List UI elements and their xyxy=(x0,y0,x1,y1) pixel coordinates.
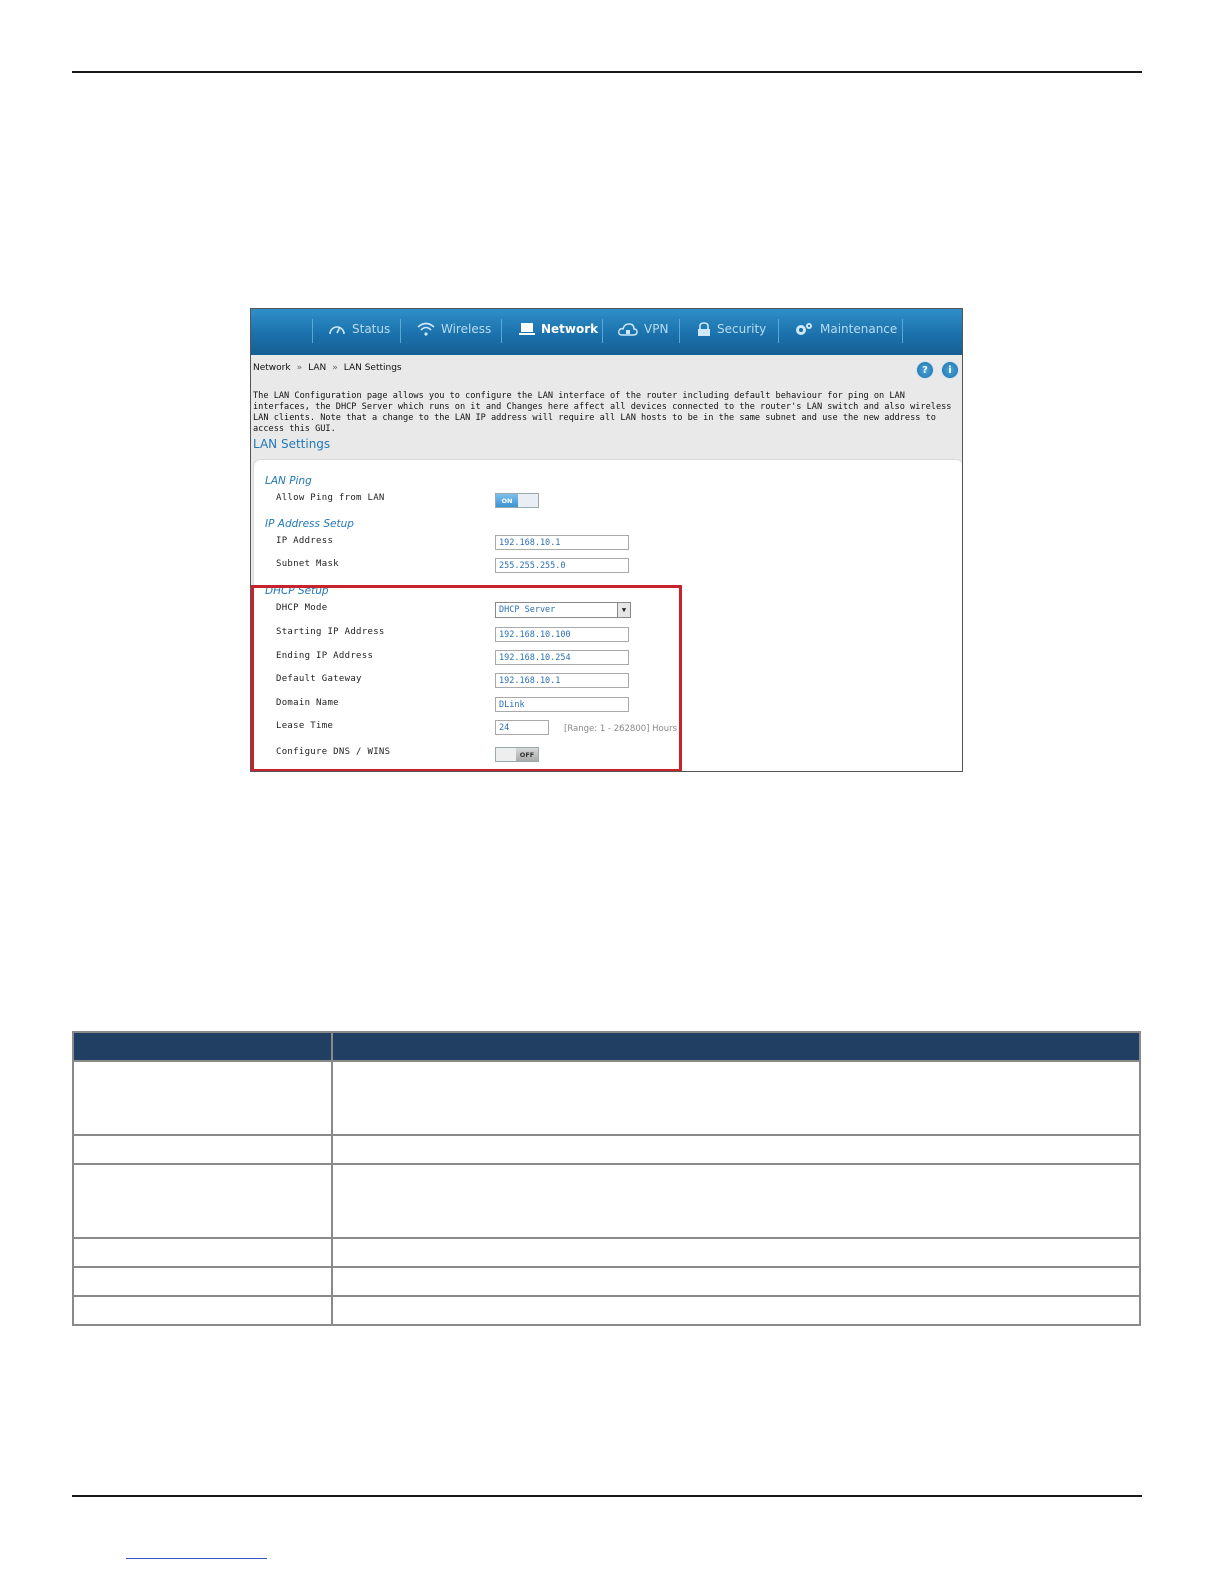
nav-wireless[interactable] xyxy=(417,309,491,349)
ip-address-label: IP Address xyxy=(276,536,334,546)
table-cell xyxy=(73,1061,332,1135)
section-title: LAN Settings xyxy=(253,437,331,451)
dhcp-highlight-box xyxy=(251,585,682,772)
lock-icon xyxy=(697,322,711,337)
table-cell xyxy=(332,1061,1140,1135)
breadcrumb-separator: » xyxy=(296,363,303,373)
table-header-cell xyxy=(332,1032,1140,1061)
wifi-icon xyxy=(417,322,435,336)
breadcrumb-network[interactable]: Network xyxy=(253,363,291,373)
table-cell xyxy=(73,1296,332,1325)
table-row xyxy=(73,1267,1140,1296)
router-screenshot xyxy=(250,308,963,772)
configure-dns-label: Configure DNS / WINS xyxy=(276,747,391,757)
nav-vpn[interactable] xyxy=(618,309,668,349)
nav-security-label: Security xyxy=(717,322,767,336)
table-cell xyxy=(332,1164,1140,1238)
table-cell xyxy=(73,1135,332,1164)
ip-address-field[interactable]: 192.168.10.1 xyxy=(495,535,629,550)
table-cell xyxy=(73,1267,332,1296)
ip-setup-title: IP Address Setup xyxy=(265,518,354,530)
table-cell xyxy=(332,1296,1140,1325)
table-cell xyxy=(332,1238,1140,1267)
table-row xyxy=(73,1164,1140,1238)
dhcp-mode-label: DHCP Mode xyxy=(276,603,328,613)
table-header-row xyxy=(73,1032,1140,1061)
page-description: The LAN Configuration page allows you to configure the LAN interface of the router including default behaviour for ping on LAN interfaces, the DHCP Server which runs on it and Changes here affect all devices connected to the router's LAN switch and also wireless LAN clients. Note that a change to the LAN IP address will require all LAN hosts to be in the same subnet and use the new address to access this GUI. xyxy=(253,391,952,434)
ending-ip-label: Ending IP Address xyxy=(276,651,374,661)
cloud-lock-icon xyxy=(618,322,638,336)
breadcrumb-lan-settings: LAN Settings xyxy=(343,363,402,373)
nav-wireless-label: Wireless xyxy=(441,322,492,336)
gears-icon xyxy=(794,322,814,336)
table-cell xyxy=(332,1267,1140,1296)
ending-ip-field[interactable]: 192.168.10.254 xyxy=(495,650,629,665)
nav-security[interactable] xyxy=(697,309,766,349)
table-cell xyxy=(73,1164,332,1238)
footer-link[interactable] xyxy=(126,1558,267,1559)
nav-network-label: Network xyxy=(541,322,599,336)
table-cell xyxy=(332,1135,1140,1164)
nav-vpn-label: VPN xyxy=(644,322,669,336)
dhcp-mode-value: DHCP Server xyxy=(499,605,556,615)
lease-time-field[interactable]: 24 xyxy=(495,720,549,735)
help-icon[interactable]: ? xyxy=(916,361,934,379)
lease-time-hint: [Range: 1 - 262800] Hours xyxy=(564,724,678,734)
table-row xyxy=(73,1061,1140,1135)
breadcrumb-lan[interactable]: LAN xyxy=(308,363,327,373)
subnet-mask-field[interactable]: 255.255.255.0 xyxy=(495,558,629,573)
toggle-knob: ON xyxy=(496,494,518,507)
table-header-cell xyxy=(73,1032,332,1061)
table-row xyxy=(73,1296,1140,1325)
table-row xyxy=(73,1135,1140,1164)
top-navbar xyxy=(251,309,962,355)
breadcrumb-separator: » xyxy=(332,363,338,373)
starting-ip-field[interactable]: 192.168.10.100 xyxy=(495,627,629,642)
nav-status-label: Status xyxy=(352,322,391,336)
domain-name-label: Domain Name xyxy=(276,698,339,708)
info-icon[interactable]: i xyxy=(941,361,959,379)
monitor-icon xyxy=(519,322,535,336)
chevron-down-icon[interactable]: ▼ xyxy=(617,603,630,617)
nav-maintenance[interactable] xyxy=(794,309,897,349)
toggle-knob: OFF xyxy=(516,748,538,761)
default-gateway-label: Default Gateway xyxy=(276,674,362,684)
gauge-icon xyxy=(328,322,346,336)
allow-ping-label: Allow Ping from LAN xyxy=(276,493,385,503)
dhcp-setup-title: DHCP Setup xyxy=(265,585,329,597)
starting-ip-label: Starting IP Address xyxy=(276,627,385,637)
description-table xyxy=(72,1031,1141,1326)
lan-ping-title: LAN Ping xyxy=(265,475,312,487)
subnet-mask-label: Subnet Mask xyxy=(276,559,339,569)
domain-name-field[interactable]: DLink xyxy=(495,697,629,712)
nav-status[interactable] xyxy=(328,309,390,349)
breadcrumb xyxy=(253,363,402,373)
table-row xyxy=(73,1238,1140,1267)
lease-time-label: Lease Time xyxy=(276,721,334,731)
nav-network[interactable] xyxy=(519,309,598,349)
allow-ping-toggle[interactable] xyxy=(495,493,539,508)
top-rule xyxy=(72,71,1142,73)
default-gateway-field[interactable]: 192.168.10.1 xyxy=(495,673,629,688)
table-cell xyxy=(73,1238,332,1267)
bottom-rule xyxy=(72,1495,1142,1497)
nav-maintenance-label: Maintenance xyxy=(820,322,898,336)
